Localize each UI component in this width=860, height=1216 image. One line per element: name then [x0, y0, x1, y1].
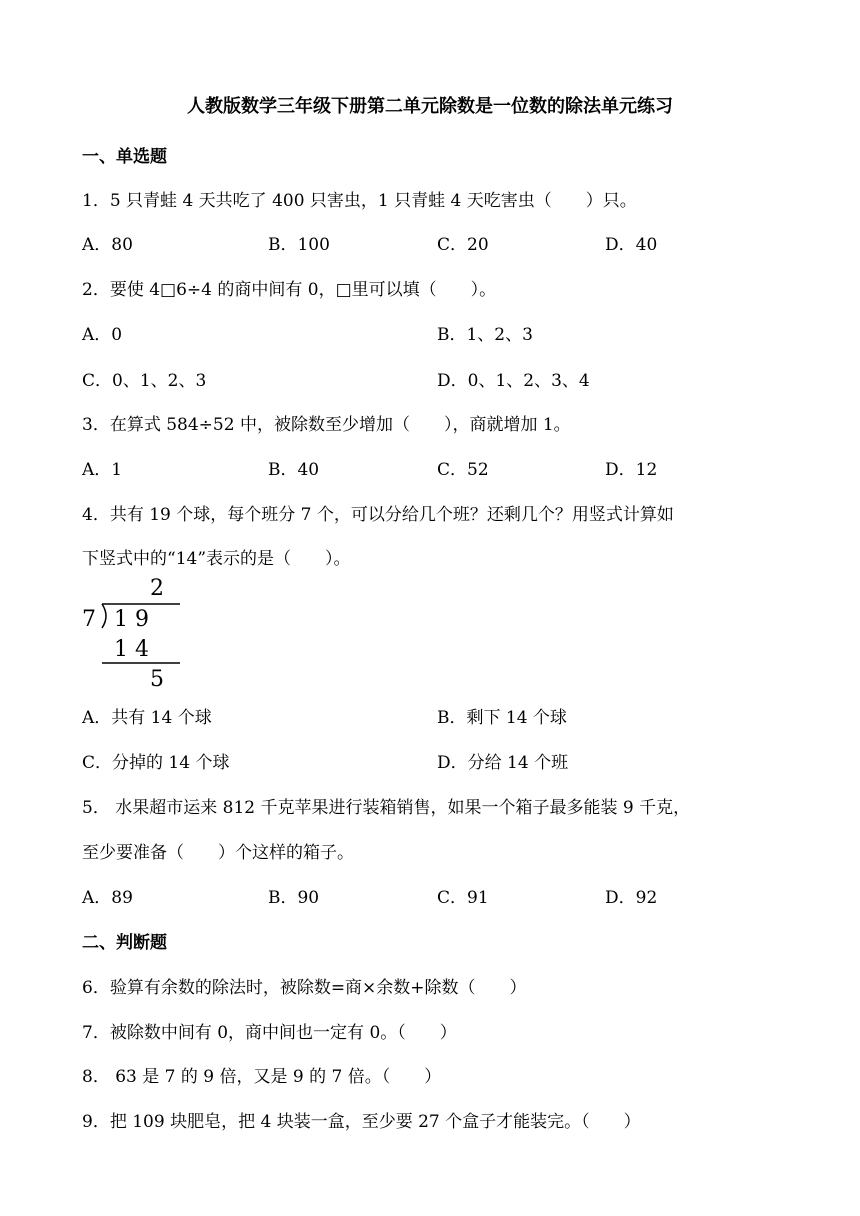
- q4-option-c: C．分掉的 14 个球: [82, 753, 230, 773]
- question-5-line-1: 5． 水果超市运来 812 千克苹果进行装箱销售，如果一个箱子最多能装 9 千克，: [82, 798, 691, 818]
- question-7: 7．被除数中间有 0，商中间也一定有 0。（ ）: [82, 1023, 457, 1043]
- q3-option-c: C．52: [437, 460, 489, 480]
- q1-option-c: C．20: [437, 235, 489, 255]
- long-division-lines: [80, 572, 190, 692]
- q3-option-a: A．1: [82, 460, 123, 480]
- question-3: 3．在算式 584÷52 中，被除数至少增加（ ），商就增加 1。: [82, 415, 571, 435]
- long-division-divisor: 7: [82, 607, 96, 632]
- question-1: 1．5 只青蛙 4 天共吃了 400 只害虫，1 只青蛙 4 天吃害虫（ ）只。: [82, 191, 637, 211]
- question-2: 2．要使 4□6÷4 的商中间有 0，□里可以填（ ）。: [82, 280, 497, 300]
- long-division-product: 1 4: [114, 637, 149, 662]
- q4-option-a: A．共有 14 个球: [82, 708, 212, 728]
- q2-option-d: D．0、1、2、3、4: [437, 371, 590, 391]
- section-heading-true-false: 二、判断题: [82, 933, 167, 953]
- question-9: 9．把 109 块肥皂，把 4 块装一盒，至少要 27 个盒子才能装完。（ ）: [82, 1112, 641, 1132]
- q5-option-b: B．90: [268, 888, 320, 908]
- q5-option-c: C．91: [437, 888, 489, 908]
- page-title: 人教版数学三年级下册第二单元除数是一位数的除法单元练习: [187, 96, 673, 117]
- q2-option-c: C．0、1、2、3: [82, 371, 207, 391]
- long-division-quotient: 2: [150, 576, 164, 601]
- long-division-dividend: 1 9: [114, 607, 149, 632]
- q2-option-a: A．0: [82, 325, 123, 345]
- long-division-figure: [80, 572, 190, 692]
- question-8: 8． 63 是 7 的 9 倍，又是 9 的 7 倍。（ ）: [82, 1067, 442, 1087]
- long-division-remainder: 5: [150, 667, 164, 692]
- q1-option-a: A．80: [82, 235, 133, 255]
- q5-option-d: D．92: [605, 888, 658, 908]
- q3-option-b: B．40: [268, 460, 320, 480]
- q4-option-b: B．剩下 14 个球: [437, 708, 567, 728]
- q3-option-d: D．12: [605, 460, 658, 480]
- question-5-line-2: 至少要准备（ ）个这样的箱子。: [82, 843, 354, 863]
- question-4-line-1: 4．共有 19 个球，每个班分 7 个，可以分给几个班？还剩几个？用竖式计算如: [82, 505, 674, 525]
- question-4-line-2: 下竖式中的“14”表示的是（ ）。: [82, 549, 351, 569]
- question-6: 6．验算有余数的除法时，被除数=商×余数+除数（ ）: [82, 978, 527, 998]
- section-heading-single-choice: 一、单选题: [82, 147, 167, 167]
- q1-option-d: D．40: [605, 235, 658, 255]
- q1-option-b: B．100: [268, 235, 330, 255]
- q5-option-a: A．89: [82, 888, 133, 908]
- q2-option-b: B．1、2、3: [437, 325, 533, 345]
- q4-option-d: D．分给 14 个班: [437, 753, 569, 773]
